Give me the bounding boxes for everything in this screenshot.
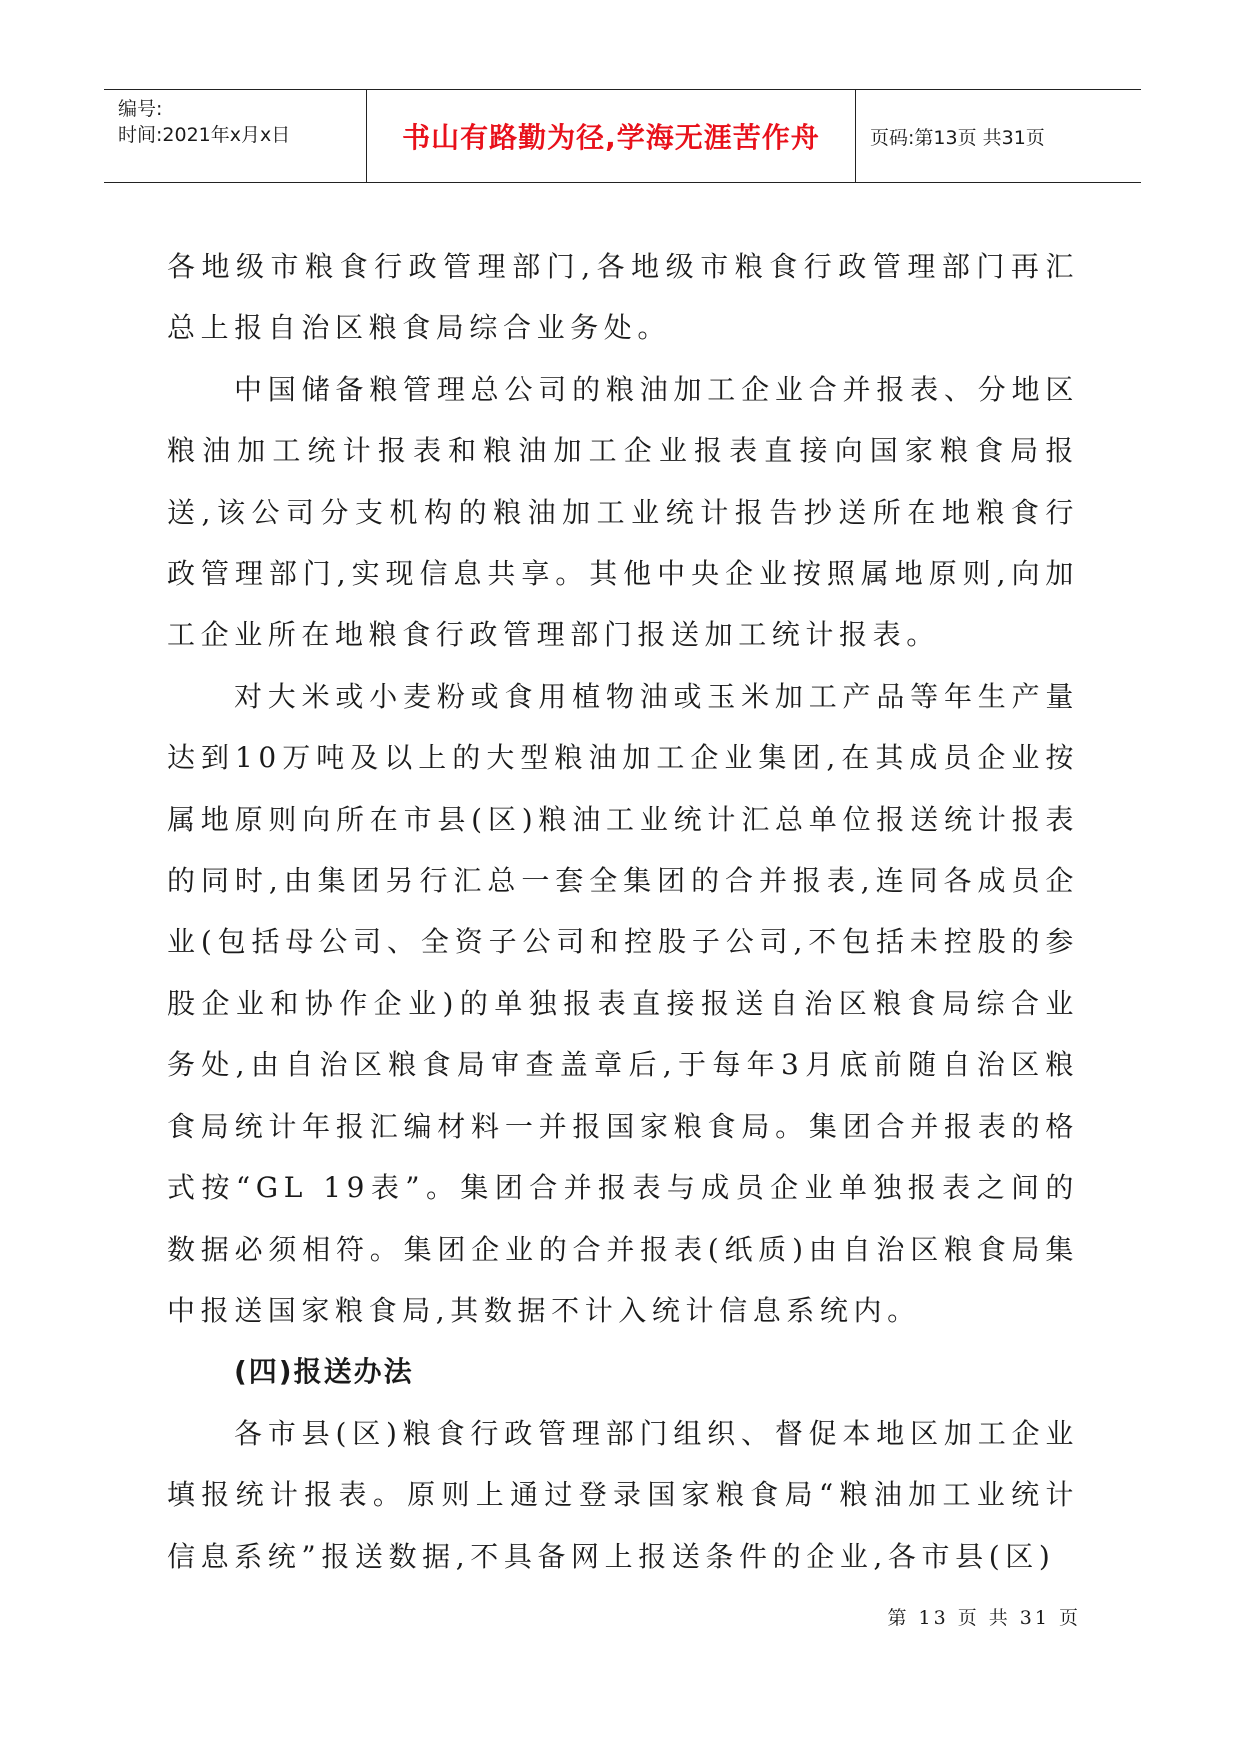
section-heading: (四)报送办法 <box>234 1355 414 1389</box>
number-label: 编号: <box>118 98 163 120</box>
header-page-label: 页码:第13页 共31页 <box>870 126 1045 149</box>
page-footer: 第 13 页 共 31 页 <box>887 1607 1081 1629</box>
header-motto: 书山有路勤为径,学海无涯苦作舟 <box>367 90 856 182</box>
paragraph: 中国储备粮管理总公司的粮油加工企业合并报表、分地区粮油加工统计报表和粮油加工企业报表直接向国家粮食局报送,该公司分支机构的粮油加工业统计报告抄送所在地粮食行政管理部门,实现信息共享。其他中央企业按照属地原则,向加工企业所在地粮食行政管理部门报送加工统计报表。 <box>167 372 1079 652</box>
paragraph: 各地级市粮食行政管理部门,各地级市粮食行政管理部门再汇总上报自治区粮食局综合业务处。 <box>167 250 1079 345</box>
header-meta <box>104 90 367 182</box>
time-label: 时间:2021年x月x日 <box>118 124 291 146</box>
page-header <box>104 89 1141 183</box>
paragraph: 各市县(区)粮食行政管理部门组织、督促本地区加工企业填报统计报表。原则上通过登录国家粮食局“粮油加工业统计信息系统”报送数据,不具备网上报送条件的企业,各市县(区) <box>167 1416 1079 1573</box>
paragraph: 对大米或小麦粉或食用植物油或玉米加工产品等年生产量达到10万吨及以上的大型粮油加工企业集团,在其成员企业按属地原则向所在市县(区)粮油工业统计汇总单位报送统计报表的同时,由集团另行汇总一套全集团的合并报表,连同各成员企业(包括母公司、全资子公司和控股子公司,不包括未控股的参股企业和协作企业)的单独报表直接报送自治区粮食局综合业务处,由自治区粮食局审查盖章后,于每年3月底前随自治区粮食局统计年报汇编材料一并报国家粮食局。集团合并报表的格式按“GL 19表”。集团合并报表与成员企业单独报表之间的数据必须相符。集团企业的合并报表(纸质)由自治区粮食局集中报送国家粮食局,其数据不计入统计信息系统内。 <box>167 679 1079 1327</box>
document-body <box>167 236 1079 1587</box>
